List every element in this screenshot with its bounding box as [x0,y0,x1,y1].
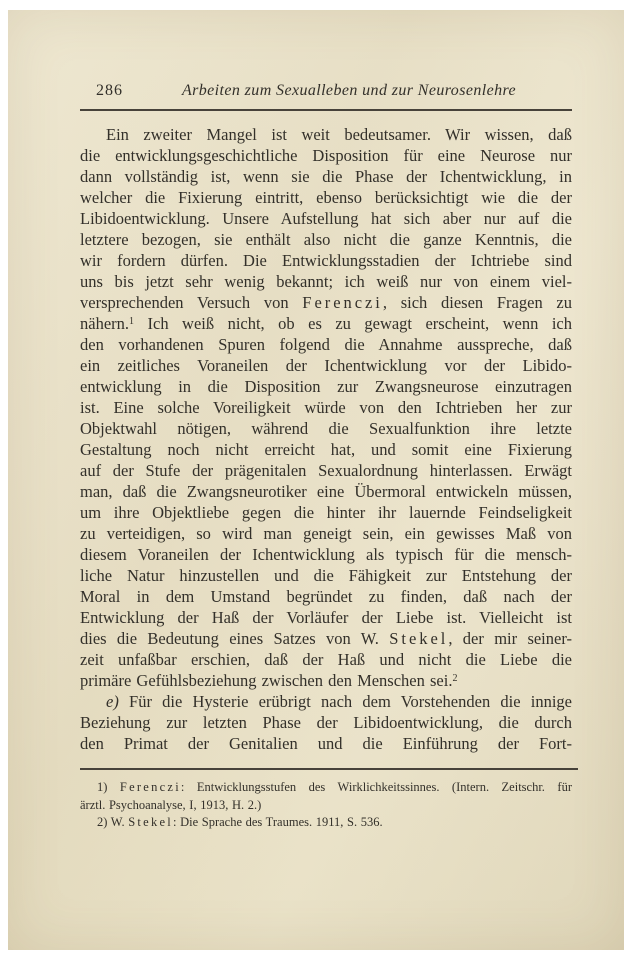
text-segment: ist. Eine solche Voreiligkeit würde von den Ichtrieben her zur [80,398,572,417]
text-segment: wir fordern dürfen. Die Entwicklungsstadien der Ichtriebe sind [80,251,572,270]
body-line [80,607,572,628]
body-line [80,481,572,502]
text-segment: um ihre Objektliebe gegen die hinter ihr lauernde Feindseligkeit [80,503,572,522]
text-segment: zeit unfaßbar erschien, daß der Haß und nicht die Liebe die [80,650,572,669]
emphasized-name: Stekel [128,815,173,829]
body-line [80,397,572,418]
footnote-line [80,797,572,815]
text-segment: dann vollständig ist, wenn sie die Phase der Ichentwicklung, in [80,167,572,186]
body-line [80,628,572,649]
body-line [80,376,572,397]
page-number: 286 [96,82,123,99]
text-segment: Ein zweiter Mangel ist weit bedeutsamer. Wir wissen, daß [106,125,572,144]
footnote-line [80,779,572,797]
text-segment: Gestaltung noch nicht erreicht hat, und somit eine Fixierung [80,440,572,459]
footnote-reference: 2 [452,673,458,684]
emphasized-name: Stekel [389,629,449,648]
text-segment: 2) W. [97,815,129,829]
body-line [80,649,572,670]
body-line [80,208,572,229]
text-segment: Ich weiß nicht, ob es zu gewagt erscheint, wenn ich [134,314,572,333]
text-segment: dies die Bedeutung eines Satzes von W. [80,629,390,648]
footnote-reference: 1 [129,316,135,327]
emphasized-name: Ferenczi [302,293,383,312]
header-rule [80,109,572,111]
text-segment: entwicklung in die Disposition zur Zwangsneurose einzutragen [80,377,572,396]
text-segment: liche Natur hinzustellen und die Fähigkeit zur Entstehung der [80,566,572,585]
text-segment: : Entwicklungsstufen des Wirklichkeitssinnes. (Intern. Zeitschr. für [180,780,572,794]
body-line [80,355,572,376]
text-segment: 1) [97,780,120,794]
body-line [80,565,572,586]
text-segment: primäre Gefühlsbeziehung zwischen den Menschen sei. [80,671,453,690]
text-segment: uns bis jetzt sehr wenig bekannt; ich weiß nur von einem viel- [80,272,572,291]
body-line [80,733,572,754]
body-line [80,523,572,544]
body-line [80,124,572,145]
body-line [80,166,572,187]
text-segment: Entwicklung der Haß der Vorläufer der Liebe ist. Vielleicht ist [80,608,572,627]
body-line [80,586,572,607]
text-segment: man, daß die Zwangsneurotiker eine Übermoral entwickeln müssen, [80,482,572,501]
text-segment: die entwicklungsgeschichtliche Disposition für eine Neurose nur [80,146,572,165]
text-segment: versprechenden Versuch von [80,293,303,312]
body-line [80,460,572,481]
body-line [80,439,572,460]
paper-sheet [8,10,624,950]
body-line [80,229,572,250]
body-line [80,502,572,523]
body-line [80,313,572,334]
body-line [80,271,572,292]
body-line [80,691,572,712]
footnotes [80,779,572,832]
text-segment: Beziehung zur letzten Phase der Libidoentwicklung, die durch [80,713,572,732]
body-line [80,292,572,313]
italic-text: e) [106,692,119,711]
body-line [80,712,572,733]
body-line [80,187,572,208]
text-segment: Für die Hysterie erübrigt nach dem Vorstehenden die innige [118,692,572,711]
emphasized-name: Ferenczi [119,780,181,794]
body-line [80,334,572,355]
text-segment: , der mir seiner- [448,629,572,648]
text-segment: Moral in dem Umstand begründet zu finden, daß nach der [80,587,572,606]
body-text [80,124,572,754]
page-header [80,80,572,102]
text-segment: nähern. [80,314,130,333]
footnote-line [80,814,572,832]
text-block [80,80,572,832]
text-segment: letztere bezogen, sie enthält also nicht die ganze Kenntnis, die [80,230,572,249]
body-line [80,544,572,565]
text-segment: Libidoentwicklung. Unsere Aufstellung hat sich aber nur auf die [80,209,572,228]
text-segment: , sich diesen Fragen zu [382,293,572,312]
text-segment: welcher die Fixierung eintritt, ebenso berücksichtigt wie die der [80,188,572,207]
text-segment: Objektwahl nötigen, während die Sexualfunktion ihre letzte [80,419,572,438]
body-line [80,145,572,166]
running-title: Arbeiten zum Sexualleben und zur Neurosenlehre [181,82,517,99]
text-segment: den vorhandenen Spuren folgend die Annahme ausspreche, daß [80,335,572,354]
body-line [80,250,572,271]
text-segment: ärztl. Psychoanalyse, I, 1913, H. 2.) [80,797,262,812]
text-segment: auf der Stufe der prägenitalen Sexualordnung hinterlassen. Erwägt [80,461,572,480]
footnote-separator-rule [80,768,578,770]
body-line [80,670,572,691]
text-segment: diesem Voraneilen der Ichentwicklung als typisch für die mensch- [80,545,572,564]
text-segment: zu verteidigen, so wird man geneigt sein, ein gewisses Maß von [80,524,572,543]
body-line [80,418,572,439]
text-segment: ein zeitliches Voraneilen der Ichentwicklung vor der Libido- [80,356,572,375]
text-segment: : Die Sprache des Traumes. 1911, S. 536. [172,815,383,829]
text-segment: den Primat der Genitalien und die Einführung der Fort- [80,734,572,753]
